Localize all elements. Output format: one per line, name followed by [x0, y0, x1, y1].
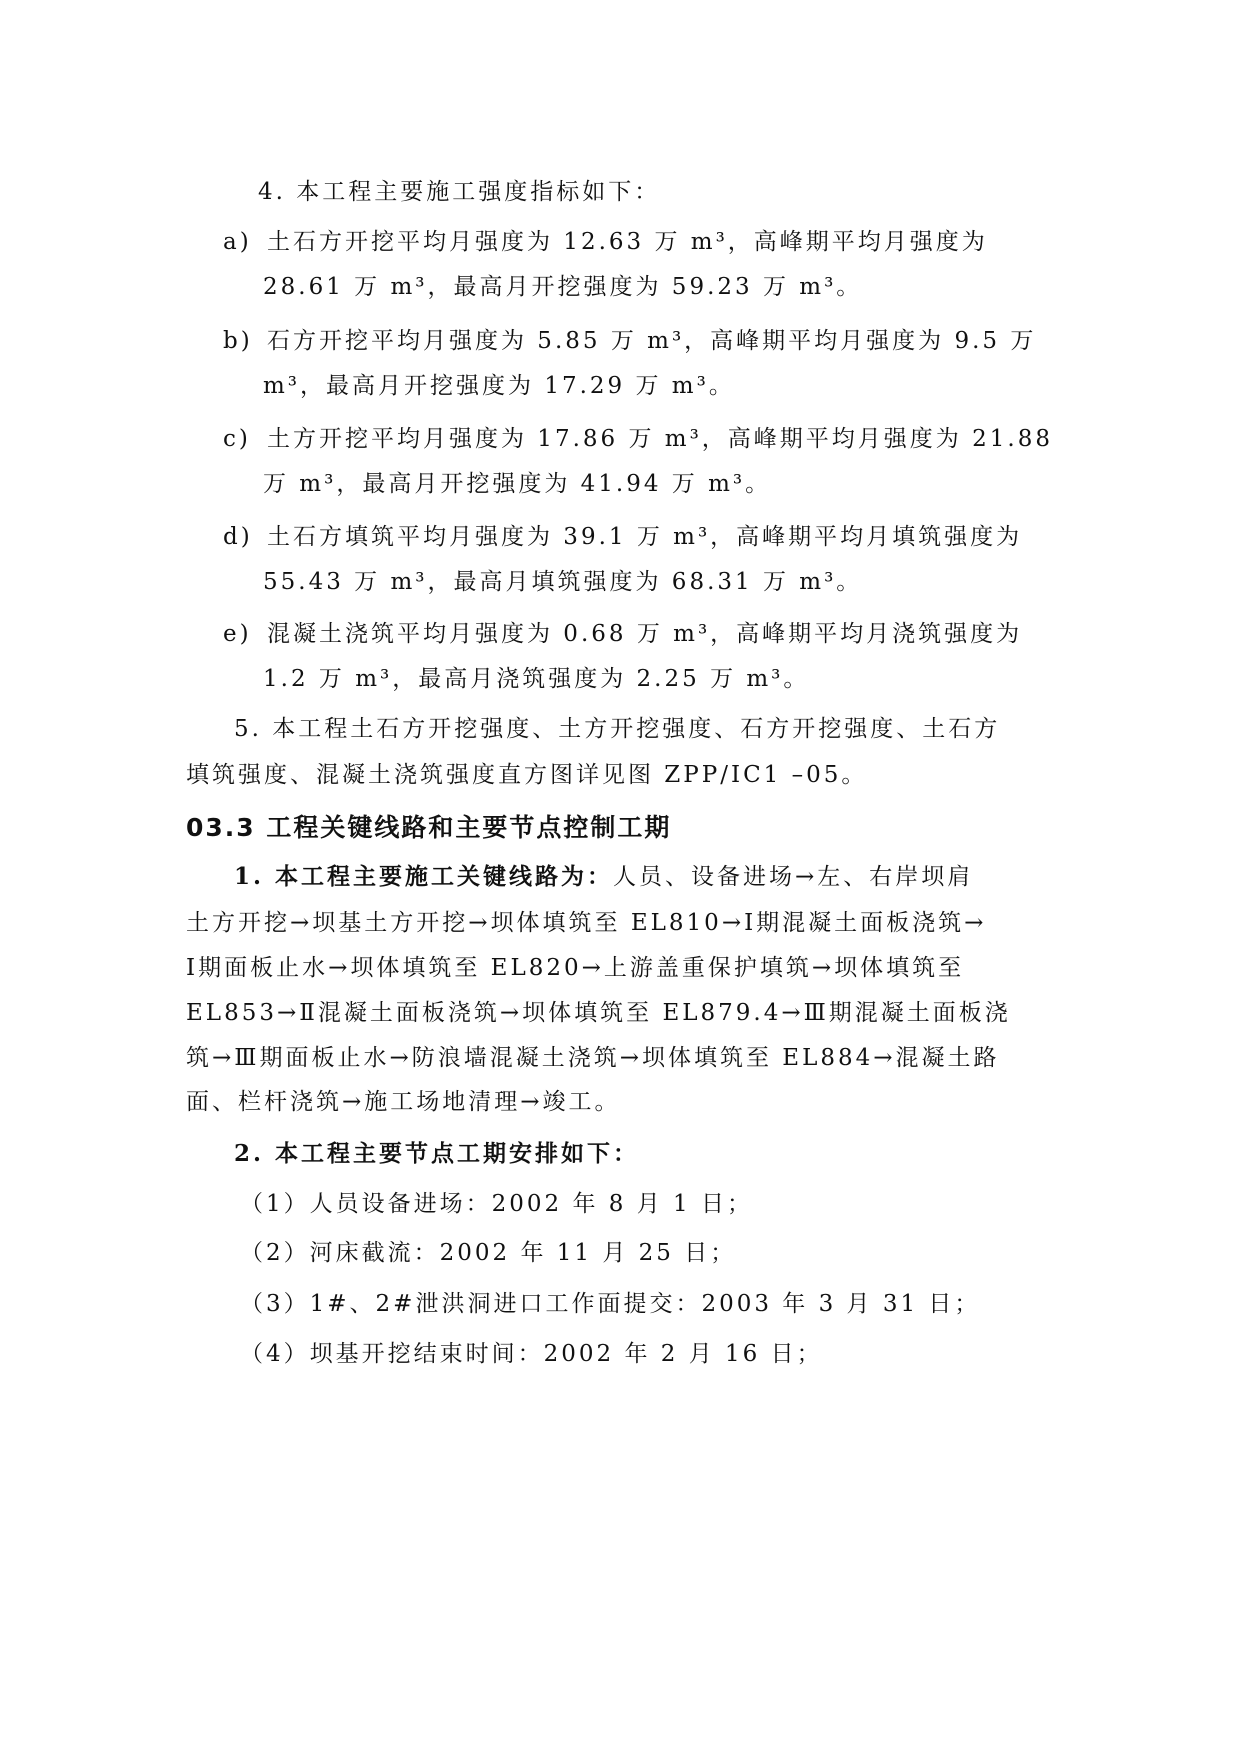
para1-line4: EL853→Ⅱ混凝土面板浇筑→坝体填筑至 EL879.4→Ⅲ期混凝土面板浇	[186, 1000, 1011, 1026]
item4-a-label: a)	[223, 229, 252, 255]
item4-b-line2: m³，最高月开挖强度为 17.29 万 m³。	[263, 373, 735, 399]
item4-c-text: 土方开挖平均月强度为 17.86 万 m³，高峰期平均月强度为 21.88	[267, 426, 1053, 452]
item5-line1: 5. 本工程土石方开挖强度、土方开挖强度、石方开挖强度、土石方	[234, 716, 1001, 742]
para1-line5: 筑→Ⅲ期面板止水→防浪墙混凝土浇筑→坝体填筑至 EL884→混凝土路	[186, 1045, 1000, 1071]
para1-line6: 面、栏杆浇筑→施工场地清理→竣工。	[186, 1089, 621, 1115]
item4-intro: 4. 本工程主要施工强度指标如下：	[258, 179, 661, 205]
schedule-item: （1）人员设备进场：2002 年 8 月 1 日；	[240, 1191, 753, 1217]
schedule-item: （4）坝基开挖结束时间：2002 年 2 月 16 日；	[240, 1341, 823, 1367]
item4-c-line1	[223, 424, 1053, 454]
para1-lead: 1. 本工程主要施工关键线路为：	[234, 863, 614, 890]
item4-c-label: c)	[223, 426, 251, 452]
schedule-item: （2）河床截流：2002 年 11 月 25 日；	[240, 1240, 737, 1266]
para1-line1-rest: 人员、设备进场→左、右岸坝肩	[613, 864, 974, 890]
item4-e-line1	[223, 619, 1022, 649]
item4-e-line2: 1.2 万 m³，最高月浇筑强度为 2.25 万 m³。	[263, 666, 810, 692]
item4-a-line1	[223, 227, 988, 257]
item4-b-line1	[223, 326, 1036, 356]
para1-line3: Ⅰ期面板止水→坝体填筑至 EL820→上游盖重保护填筑→坝体填筑至	[186, 955, 965, 981]
item4-d-label: d)	[223, 524, 253, 550]
item5-line2: 填筑强度、混凝土浇筑强度直方图详见图 ZPP/IC1 –05。	[186, 762, 868, 788]
para1-line1	[234, 862, 973, 892]
item4-b-label: b)	[223, 328, 253, 354]
item4-e-text: 混凝土浇筑平均月强度为 0.68 万 m³，高峰期平均月浇筑强度为	[267, 621, 1023, 647]
item4-a-text: 土石方开挖平均月强度为 12.63 万 m³，高峰期平均月强度为	[267, 229, 988, 255]
item4-d-line1	[223, 522, 1022, 552]
item4-e-label: e)	[223, 621, 252, 647]
item4-a-line2: 28.61 万 m³，最高月开挖强度为 59.23 万 m³。	[263, 274, 863, 300]
para2-title: 2. 本工程主要节点工期安排如下：	[234, 1140, 640, 1167]
para1-line2: 土方开挖→坝基土方开挖→坝体填筑至 EL810→Ⅰ期混凝土面板浇筑→	[186, 910, 987, 936]
schedule-item: （3）1#、2#泄洪洞进口工作面提交：2003 年 3 月 31 日；	[240, 1291, 981, 1317]
item4-d-line2: 55.43 万 m³，最高月填筑强度为 68.31 万 m³。	[263, 569, 863, 595]
section-heading: 03.3 工程关键线路和主要节点控制工期	[186, 813, 672, 842]
item4-d-text: 土石方填筑平均月强度为 39.1 万 m³，高峰期平均月填筑强度为	[267, 524, 1023, 550]
item4-c-line2: 万 m³，最高月开挖强度为 41.94 万 m³。	[263, 471, 772, 497]
item4-b-text: 石方开挖平均月强度为 5.85 万 m³，高峰期平均月强度为 9.5 万	[267, 328, 1037, 354]
